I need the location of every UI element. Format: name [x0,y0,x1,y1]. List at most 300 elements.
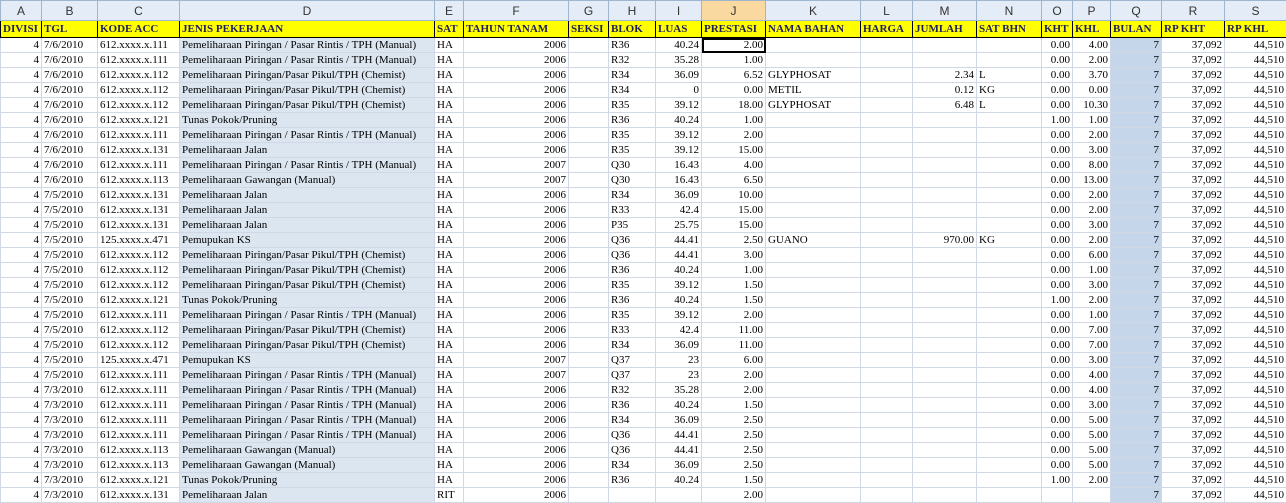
cell-l[interactable] [861,83,913,98]
cell-c[interactable]: 612.xxxx.x.112 [98,263,180,278]
cell-d[interactable]: Pemeliharaan Piringan/Pasar Pikul/TPH (Chemist) [180,338,435,353]
cell-c[interactable]: 612.xxxx.x.111 [98,383,180,398]
cell-q[interactable]: 7 [1111,368,1162,383]
cell-d[interactable]: Pemupukan KS [180,353,435,368]
cell-p[interactable]: 1.00 [1073,263,1111,278]
cell-e[interactable]: HA [435,473,464,488]
cell-c[interactable]: 612.xxxx.x.111 [98,53,180,68]
cell-o[interactable]: 0.00 [1042,158,1073,173]
cell-c[interactable]: 612.xxxx.x.131 [98,188,180,203]
cell-e[interactable]: HA [435,233,464,248]
cell-n[interactable] [977,53,1042,68]
cell-j[interactable]: 2.50 [702,413,766,428]
cell-h[interactable]: R35 [609,143,656,158]
cell-f[interactable]: 2006 [464,428,569,443]
field-header-cell[interactable]: NAMA BAHAN [766,21,861,38]
cell-l[interactable] [861,488,913,503]
cell-l[interactable] [861,113,913,128]
cell-m[interactable]: 970.00 [913,233,977,248]
cell-m[interactable] [913,338,977,353]
cell-h[interactable]: R36 [609,398,656,413]
cell-f[interactable]: 2007 [464,368,569,383]
cell-p[interactable]: 3.70 [1073,68,1111,83]
cell-j[interactable]: 4.00 [702,158,766,173]
cell-h[interactable]: Q36 [609,233,656,248]
cell-p[interactable]: 8.00 [1073,158,1111,173]
field-header-cell[interactable]: KHT [1042,21,1073,38]
cell-s[interactable]: 44,510 [1225,488,1286,503]
cell-q[interactable]: 7 [1111,143,1162,158]
cell-m[interactable] [913,443,977,458]
cell-q[interactable]: 7 [1111,128,1162,143]
cell-q[interactable]: 7 [1111,308,1162,323]
cell-b[interactable]: 7/5/2010 [42,353,98,368]
cell-p[interactable]: 5.00 [1073,458,1111,473]
cell-o[interactable]: 0.00 [1042,248,1073,263]
cell-a[interactable]: 4 [1,233,42,248]
cell-b[interactable]: 7/5/2010 [42,338,98,353]
cell-p[interactable]: 4.00 [1073,383,1111,398]
cell-r[interactable]: 37,092 [1162,218,1225,233]
cell-e[interactable]: HA [435,383,464,398]
cell-r[interactable]: 37,092 [1162,473,1225,488]
cell-q[interactable]: 7 [1111,398,1162,413]
cell-s[interactable]: 44,510 [1225,263,1286,278]
cell-a[interactable]: 4 [1,143,42,158]
cell-c[interactable]: 612.xxxx.x.111 [98,158,180,173]
cell-i[interactable] [656,488,702,503]
cell-d[interactable]: Pemeliharaan Piringan/Pasar Pikul/TPH (Chemist) [180,278,435,293]
cell-a[interactable]: 4 [1,68,42,83]
cell-b[interactable]: 7/3/2010 [42,458,98,473]
cell-l[interactable] [861,203,913,218]
cell-e[interactable]: HA [435,188,464,203]
cell-p[interactable]: 3.00 [1073,143,1111,158]
cell-e[interactable]: HA [435,323,464,338]
cell-l[interactable] [861,188,913,203]
cell-h[interactable]: R36 [609,38,656,53]
cell-g[interactable] [569,218,609,233]
cell-n[interactable] [977,368,1042,383]
cell-k[interactable] [766,443,861,458]
field-header-cell[interactable]: TGL [42,21,98,38]
cell-e[interactable]: RIT [435,488,464,503]
cell-s[interactable]: 44,510 [1225,323,1286,338]
cell-h[interactable]: Q37 [609,368,656,383]
cell-b[interactable]: 7/5/2010 [42,308,98,323]
column-header-a[interactable]: A [1,1,42,21]
cell-f[interactable]: 2006 [464,128,569,143]
cell-i[interactable]: 36.09 [656,458,702,473]
cell-q[interactable]: 7 [1111,278,1162,293]
cell-c[interactable]: 612.xxxx.x.111 [98,428,180,443]
cell-j[interactable]: 6.52 [702,68,766,83]
cell-m[interactable] [913,188,977,203]
field-header-cell[interactable]: LUAS [656,21,702,38]
cell-o[interactable]: 1.00 [1042,113,1073,128]
cell-r[interactable]: 37,092 [1162,83,1225,98]
cell-n[interactable] [977,473,1042,488]
cell-a[interactable]: 4 [1,308,42,323]
cell-h[interactable]: R35 [609,278,656,293]
cell-m[interactable] [913,308,977,323]
cell-r[interactable]: 37,092 [1162,398,1225,413]
cell-q[interactable]: 7 [1111,203,1162,218]
cell-d[interactable]: Pemeliharaan Jalan [180,488,435,503]
cell-n[interactable] [977,353,1042,368]
cell-q[interactable]: 7 [1111,113,1162,128]
cell-b[interactable]: 7/5/2010 [42,233,98,248]
cell-p[interactable]: 5.00 [1073,413,1111,428]
cell-l[interactable] [861,293,913,308]
cell-d[interactable]: Pemeliharaan Piringan / Pasar Rintis / TPH (Manual) [180,158,435,173]
cell-m[interactable] [913,458,977,473]
cell-c[interactable]: 612.xxxx.x.113 [98,458,180,473]
cell-n[interactable] [977,488,1042,503]
cell-g[interactable] [569,308,609,323]
cell-h[interactable]: P35 [609,218,656,233]
cell-h[interactable]: R34 [609,188,656,203]
cell-b[interactable]: 7/3/2010 [42,398,98,413]
cell-k[interactable] [766,53,861,68]
cell-f[interactable]: 2006 [464,473,569,488]
cell-j[interactable]: 2.00 [702,488,766,503]
cell-o[interactable]: 0.00 [1042,218,1073,233]
cell-e[interactable]: HA [435,293,464,308]
cell-s[interactable]: 44,510 [1225,443,1286,458]
cell-g[interactable] [569,158,609,173]
cell-n[interactable]: L [977,98,1042,113]
cell-m[interactable] [913,158,977,173]
cell-p[interactable]: 3.00 [1073,218,1111,233]
cell-c[interactable]: 612.xxxx.x.121 [98,293,180,308]
cell-l[interactable] [861,278,913,293]
cell-i[interactable]: 42.4 [656,323,702,338]
cell-m[interactable] [913,53,977,68]
cell-g[interactable] [569,53,609,68]
cell-j[interactable]: 2.00 [702,383,766,398]
cell-p[interactable]: 2.00 [1073,188,1111,203]
cell-k[interactable]: GUANO [766,233,861,248]
cell-g[interactable] [569,98,609,113]
field-header-cell[interactable]: RP KHL [1225,21,1286,38]
cell-i[interactable]: 40.24 [656,293,702,308]
cell-n[interactable] [977,398,1042,413]
cell-s[interactable]: 44,510 [1225,248,1286,263]
cell-k[interactable] [766,323,861,338]
cell-s[interactable]: 44,510 [1225,458,1286,473]
cell-p[interactable]: 4.00 [1073,368,1111,383]
cell-j[interactable]: 1.00 [702,263,766,278]
cell-h[interactable]: Q30 [609,173,656,188]
cell-a[interactable]: 4 [1,428,42,443]
cell-o[interactable]: 0.00 [1042,368,1073,383]
cell-b[interactable]: 7/3/2010 [42,443,98,458]
cell-n[interactable] [977,428,1042,443]
cell-c[interactable]: 612.xxxx.x.112 [98,338,180,353]
cell-s[interactable]: 44,510 [1225,158,1286,173]
cell-n[interactable]: L [977,68,1042,83]
cell-b[interactable]: 7/3/2010 [42,428,98,443]
cell-n[interactable] [977,293,1042,308]
cell-g[interactable] [569,458,609,473]
cell-j[interactable]: 15.00 [702,218,766,233]
cell-e[interactable]: HA [435,308,464,323]
cell-c[interactable]: 612.xxxx.x.121 [98,473,180,488]
cell-k[interactable] [766,338,861,353]
cell-b[interactable]: 7/6/2010 [42,143,98,158]
cell-r[interactable]: 37,092 [1162,323,1225,338]
cell-h[interactable]: R36 [609,113,656,128]
cell-r[interactable]: 37,092 [1162,113,1225,128]
cell-g[interactable] [569,188,609,203]
cell-p[interactable]: 1.00 [1073,113,1111,128]
cell-c[interactable]: 612.xxxx.x.111 [98,368,180,383]
cell-s[interactable]: 44,510 [1225,218,1286,233]
cell-n[interactable]: KG [977,233,1042,248]
cell-s[interactable]: 44,510 [1225,143,1286,158]
cell-d[interactable]: Pemeliharaan Piringan / Pasar Rintis / TPH (Manual) [180,383,435,398]
cell-o[interactable]: 0.00 [1042,353,1073,368]
cell-p[interactable]: 1.00 [1073,308,1111,323]
cell-b[interactable]: 7/3/2010 [42,383,98,398]
cell-l[interactable] [861,428,913,443]
cell-m[interactable] [913,323,977,338]
cell-j[interactable]: 1.50 [702,278,766,293]
cell-b[interactable]: 7/5/2010 [42,248,98,263]
cell-i[interactable]: 16.43 [656,173,702,188]
cell-o[interactable] [1042,488,1073,503]
cell-f[interactable]: 2006 [464,203,569,218]
cell-j[interactable]: 10.00 [702,188,766,203]
cell-h[interactable]: R32 [609,53,656,68]
cell-g[interactable] [569,143,609,158]
cell-c[interactable]: 612.xxxx.x.131 [98,143,180,158]
cell-i[interactable]: 39.12 [656,278,702,293]
cell-j[interactable]: 2.00 [702,38,766,53]
cell-c[interactable]: 612.xxxx.x.112 [98,248,180,263]
cell-s[interactable]: 44,510 [1225,278,1286,293]
cell-e[interactable]: HA [435,248,464,263]
cell-p[interactable]: 0.00 [1073,83,1111,98]
cell-p[interactable]: 3.00 [1073,278,1111,293]
cell-b[interactable]: 7/6/2010 [42,158,98,173]
cell-h[interactable]: Q36 [609,443,656,458]
cell-j[interactable]: 1.00 [702,53,766,68]
cell-j[interactable]: 2.50 [702,458,766,473]
cell-c[interactable]: 612.xxxx.x.131 [98,488,180,503]
cell-i[interactable]: 44.41 [656,428,702,443]
cell-q[interactable]: 7 [1111,428,1162,443]
cell-m[interactable]: 6.48 [913,98,977,113]
cell-r[interactable]: 37,092 [1162,38,1225,53]
cell-d[interactable]: Pemeliharaan Gawangan (Manual) [180,443,435,458]
column-header-s[interactable]: S [1225,1,1286,21]
cell-i[interactable]: 16.43 [656,158,702,173]
cell-m[interactable] [913,368,977,383]
cell-q[interactable]: 7 [1111,323,1162,338]
cell-f[interactable]: 2006 [464,98,569,113]
cell-c[interactable]: 612.xxxx.x.121 [98,113,180,128]
cell-i[interactable]: 36.09 [656,68,702,83]
cell-a[interactable]: 4 [1,203,42,218]
cell-c[interactable]: 612.xxxx.x.113 [98,443,180,458]
cell-m[interactable] [913,293,977,308]
cell-i[interactable]: 36.09 [656,338,702,353]
column-header-k[interactable]: K [766,1,861,21]
cell-s[interactable]: 44,510 [1225,68,1286,83]
cell-f[interactable]: 2007 [464,158,569,173]
cell-s[interactable]: 44,510 [1225,113,1286,128]
cell-r[interactable]: 37,092 [1162,173,1225,188]
cell-k[interactable] [766,308,861,323]
cell-s[interactable]: 44,510 [1225,293,1286,308]
cell-n[interactable] [977,443,1042,458]
cell-l[interactable] [861,218,913,233]
cell-q[interactable]: 7 [1111,158,1162,173]
cell-g[interactable] [569,203,609,218]
cell-h[interactable]: R35 [609,308,656,323]
cell-f[interactable]: 2007 [464,173,569,188]
cell-a[interactable]: 4 [1,53,42,68]
cell-j[interactable]: 2.50 [702,428,766,443]
cell-o[interactable]: 0.00 [1042,383,1073,398]
cell-q[interactable]: 7 [1111,293,1162,308]
cell-g[interactable] [569,248,609,263]
cell-n[interactable]: KG [977,83,1042,98]
cell-d[interactable]: Tunas Pokok/Pruning [180,473,435,488]
cell-k[interactable] [766,428,861,443]
cell-l[interactable] [861,368,913,383]
cell-n[interactable] [977,278,1042,293]
cell-f[interactable]: 2006 [464,113,569,128]
cell-d[interactable]: Pemeliharaan Jalan [180,188,435,203]
cell-a[interactable]: 4 [1,323,42,338]
cell-s[interactable]: 44,510 [1225,473,1286,488]
cell-o[interactable]: 0.00 [1042,323,1073,338]
cell-i[interactable]: 40.24 [656,38,702,53]
cell-s[interactable]: 44,510 [1225,188,1286,203]
cell-n[interactable] [977,383,1042,398]
cell-r[interactable]: 37,092 [1162,53,1225,68]
cell-g[interactable] [569,233,609,248]
cell-a[interactable]: 4 [1,413,42,428]
column-header-l[interactable]: L [861,1,913,21]
cell-k[interactable] [766,263,861,278]
cell-a[interactable]: 4 [1,38,42,53]
cell-l[interactable] [861,173,913,188]
cell-i[interactable]: 40.24 [656,398,702,413]
cell-o[interactable]: 0.00 [1042,38,1073,53]
cell-n[interactable] [977,173,1042,188]
cell-f[interactable]: 2006 [464,218,569,233]
cell-l[interactable] [861,398,913,413]
cell-b[interactable]: 7/3/2010 [42,488,98,503]
cell-c[interactable]: 612.xxxx.x.131 [98,218,180,233]
cell-e[interactable]: HA [435,338,464,353]
cell-q[interactable]: 7 [1111,68,1162,83]
cell-l[interactable] [861,158,913,173]
cell-m[interactable] [913,398,977,413]
cell-f[interactable]: 2006 [464,248,569,263]
cell-r[interactable]: 37,092 [1162,338,1225,353]
cell-q[interactable]: 7 [1111,38,1162,53]
cell-n[interactable] [977,113,1042,128]
cell-f[interactable]: 2007 [464,353,569,368]
cell-g[interactable] [569,338,609,353]
cell-a[interactable]: 4 [1,278,42,293]
cell-m[interactable] [913,128,977,143]
cell-k[interactable] [766,488,861,503]
cell-k[interactable] [766,413,861,428]
cell-l[interactable] [861,233,913,248]
field-header-cell[interactable]: KODE ACC [98,21,180,38]
cell-s[interactable]: 44,510 [1225,383,1286,398]
cell-h[interactable]: R35 [609,128,656,143]
cell-i[interactable]: 0 [656,83,702,98]
cell-j[interactable]: 15.00 [702,143,766,158]
cell-p[interactable]: 3.00 [1073,398,1111,413]
cell-f[interactable]: 2006 [464,383,569,398]
cell-q[interactable]: 7 [1111,98,1162,113]
cell-l[interactable] [861,458,913,473]
cell-m[interactable] [913,383,977,398]
cell-c[interactable]: 612.xxxx.x.111 [98,398,180,413]
cell-l[interactable] [861,353,913,368]
cell-b[interactable]: 7/6/2010 [42,38,98,53]
cell-d[interactable]: Pemeliharaan Piringan/Pasar Pikul/TPH (Chemist) [180,248,435,263]
cell-f[interactable]: 2006 [464,263,569,278]
cell-k[interactable] [766,128,861,143]
cell-h[interactable]: Q30 [609,158,656,173]
cell-q[interactable]: 7 [1111,458,1162,473]
cell-a[interactable]: 4 [1,218,42,233]
cell-g[interactable] [569,368,609,383]
cell-c[interactable]: 612.xxxx.x.112 [98,83,180,98]
cell-c[interactable]: 125.xxxx.x.471 [98,233,180,248]
field-header-cell[interactable]: BULAN [1111,21,1162,38]
cell-g[interactable] [569,38,609,53]
cell-l[interactable] [861,53,913,68]
field-header-cell[interactable]: SAT BHN [977,21,1042,38]
cell-o[interactable]: 0.00 [1042,458,1073,473]
cell-g[interactable] [569,278,609,293]
field-header-cell[interactable]: KHL [1073,21,1111,38]
cell-f[interactable]: 2006 [464,143,569,158]
cell-k[interactable] [766,383,861,398]
cell-i[interactable]: 39.12 [656,98,702,113]
cell-m[interactable] [913,353,977,368]
cell-q[interactable]: 7 [1111,353,1162,368]
cell-m[interactable]: 2.34 [913,68,977,83]
cell-d[interactable]: Pemeliharaan Jalan [180,218,435,233]
cell-l[interactable] [861,128,913,143]
cell-k[interactable] [766,473,861,488]
cell-b[interactable]: 7/5/2010 [42,218,98,233]
cell-m[interactable] [913,413,977,428]
cell-o[interactable]: 0.00 [1042,233,1073,248]
cell-d[interactable]: Pemupukan KS [180,233,435,248]
cell-a[interactable]: 4 [1,458,42,473]
cell-g[interactable] [569,83,609,98]
cell-b[interactable]: 7/6/2010 [42,98,98,113]
cell-k[interactable] [766,248,861,263]
cell-s[interactable]: 44,510 [1225,353,1286,368]
cell-b[interactable]: 7/6/2010 [42,83,98,98]
cell-j[interactable]: 2.50 [702,443,766,458]
field-header-cell[interactable]: JUMLAH [913,21,977,38]
cell-p[interactable]: 10.30 [1073,98,1111,113]
